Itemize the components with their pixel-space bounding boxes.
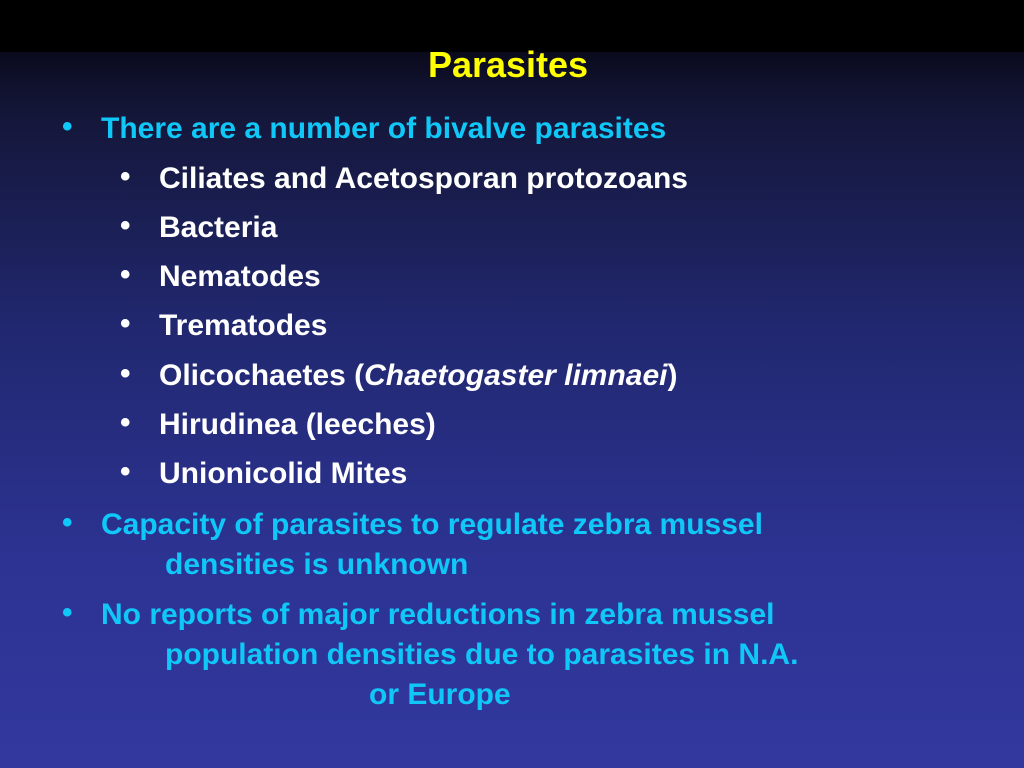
bullet-1-text: There are a number of bivalve parasites bbox=[101, 112, 667, 145]
species-name: Chaetogaster limnaei bbox=[364, 359, 668, 392]
sub-bullet-icon: • bbox=[120, 406, 131, 439]
sub-bullet-icon: • bbox=[120, 258, 131, 291]
sub-bullet-1: Ciliates and Acetosporan protozoans bbox=[159, 162, 688, 195]
sub-bullet-icon: • bbox=[120, 307, 131, 340]
sub-bullet-2: Bacteria bbox=[159, 211, 278, 244]
sub-bullet-3: Nematodes bbox=[159, 260, 321, 293]
bullet-3-text bbox=[101, 595, 798, 715]
bullet-3-line-1: No reports of major reductions in zebra mussel bbox=[101, 598, 775, 631]
sub-bullet-6: Hirudinea (leeches) bbox=[159, 408, 436, 441]
bullet-3-line-2: population densities due to parasites in N.A. bbox=[165, 638, 799, 671]
sub-bullet-5-after: ) bbox=[667, 359, 678, 392]
sub-bullet-icon: • bbox=[120, 160, 131, 193]
bullet-2-line-1: Capacity of parasites to regulate zebra mussel bbox=[101, 508, 763, 541]
bullet-2-text bbox=[101, 505, 763, 585]
bullet-3-line-3: or Europe bbox=[369, 678, 511, 711]
sub-bullet-5-before: Olicochaetes ( bbox=[159, 359, 365, 392]
slide-title: Parasites bbox=[427, 44, 589, 85]
bullet-icon: • bbox=[62, 596, 73, 629]
bullet-icon: • bbox=[62, 506, 73, 539]
sub-bullet-7: Unionicolid Mites bbox=[159, 457, 408, 490]
sub-bullet-icon: • bbox=[120, 455, 131, 488]
sub-bullet-5 bbox=[159, 356, 678, 396]
sub-bullet-icon: • bbox=[120, 357, 131, 390]
sub-bullet-4: Trematodes bbox=[159, 309, 328, 342]
bullet-2-line-2: densities is unknown bbox=[165, 548, 469, 581]
sub-bullet-icon: • bbox=[120, 209, 131, 242]
bullet-icon: • bbox=[62, 110, 73, 143]
